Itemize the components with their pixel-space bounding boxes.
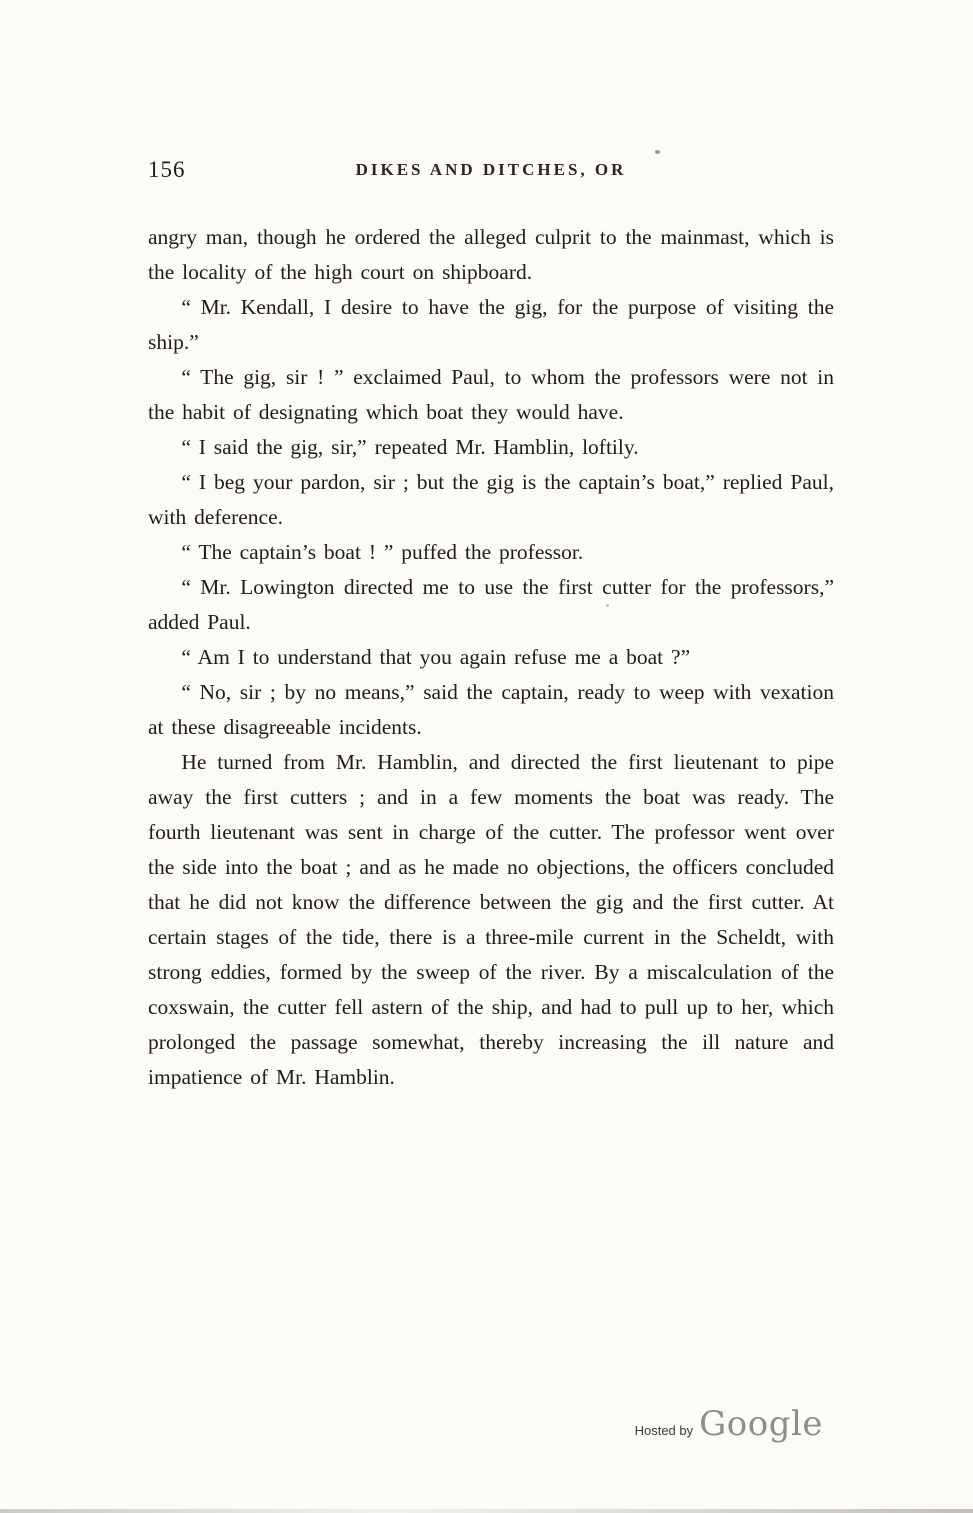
page-number: 156	[148, 157, 186, 182]
body-text	[148, 220, 834, 1095]
paragraph: “ I said the gig, sir,” repeated Mr. Hamblin, loftily.	[181, 435, 639, 459]
hosted-by-label: Hosted by	[634, 1423, 694, 1438]
running-title: DIKES AND DITCHES, OR	[355, 160, 627, 179]
paragraph: “ The gig, sir ! ” exclaimed Paul, to whom the professors were not in the habit of designating which boat they would have.	[148, 365, 834, 424]
scan-speck	[655, 150, 660, 154]
paragraph: angry man, though he ordered the alleged culprit to the mainmast, which is the locality of the high court on shipboard.	[148, 225, 834, 284]
paragraph: “ The captain’s boat ! ” puffed the professor.	[181, 540, 584, 564]
hosted-by-google-watermark	[634, 1404, 823, 1444]
google-logo: Google	[699, 1404, 823, 1444]
paragraph: He turned from Mr. Hamblin, and directed the first lieutenant to pipe away the first cutters ; and in a few moments the boat was ready. The fourth lieutenant was sent in charge of the cutter. The professor went over the side into the boat ; and as he made no objections, the officers concluded that he did not know the difference between the gig and the first cutter. At certain stages of the tide, there is a three-mile current in the Scheldt, with strong eddies, formed by the sweep of the river. By a miscalculation of the coxswain, the cutter fell astern of the ship, and had to pull up to her, which prolonged the passage somewhat, thereby increasing the ill nature and impatience of Mr. Hamblin.	[148, 750, 834, 1089]
paragraph: “ Am I to understand that you again refuse me a boat ?”	[181, 645, 691, 669]
paragraph: “ Mr. Kendall, I desire to have the gig, for the purpose of visiting the ship.”	[148, 295, 834, 354]
paragraph: “ Mr. Lowington directed me to use the first cutter for the professors,” added Paul.	[148, 575, 834, 634]
paragraph: “ I beg your pardon, sir ; but the gig is the captain’s boat,” replied Paul, with deference.	[148, 470, 834, 529]
page-header	[148, 155, 834, 189]
paragraph: “ No, sir ; by no means,” said the captain, ready to weep with vexation at these disagreeable incidents.	[148, 680, 834, 739]
